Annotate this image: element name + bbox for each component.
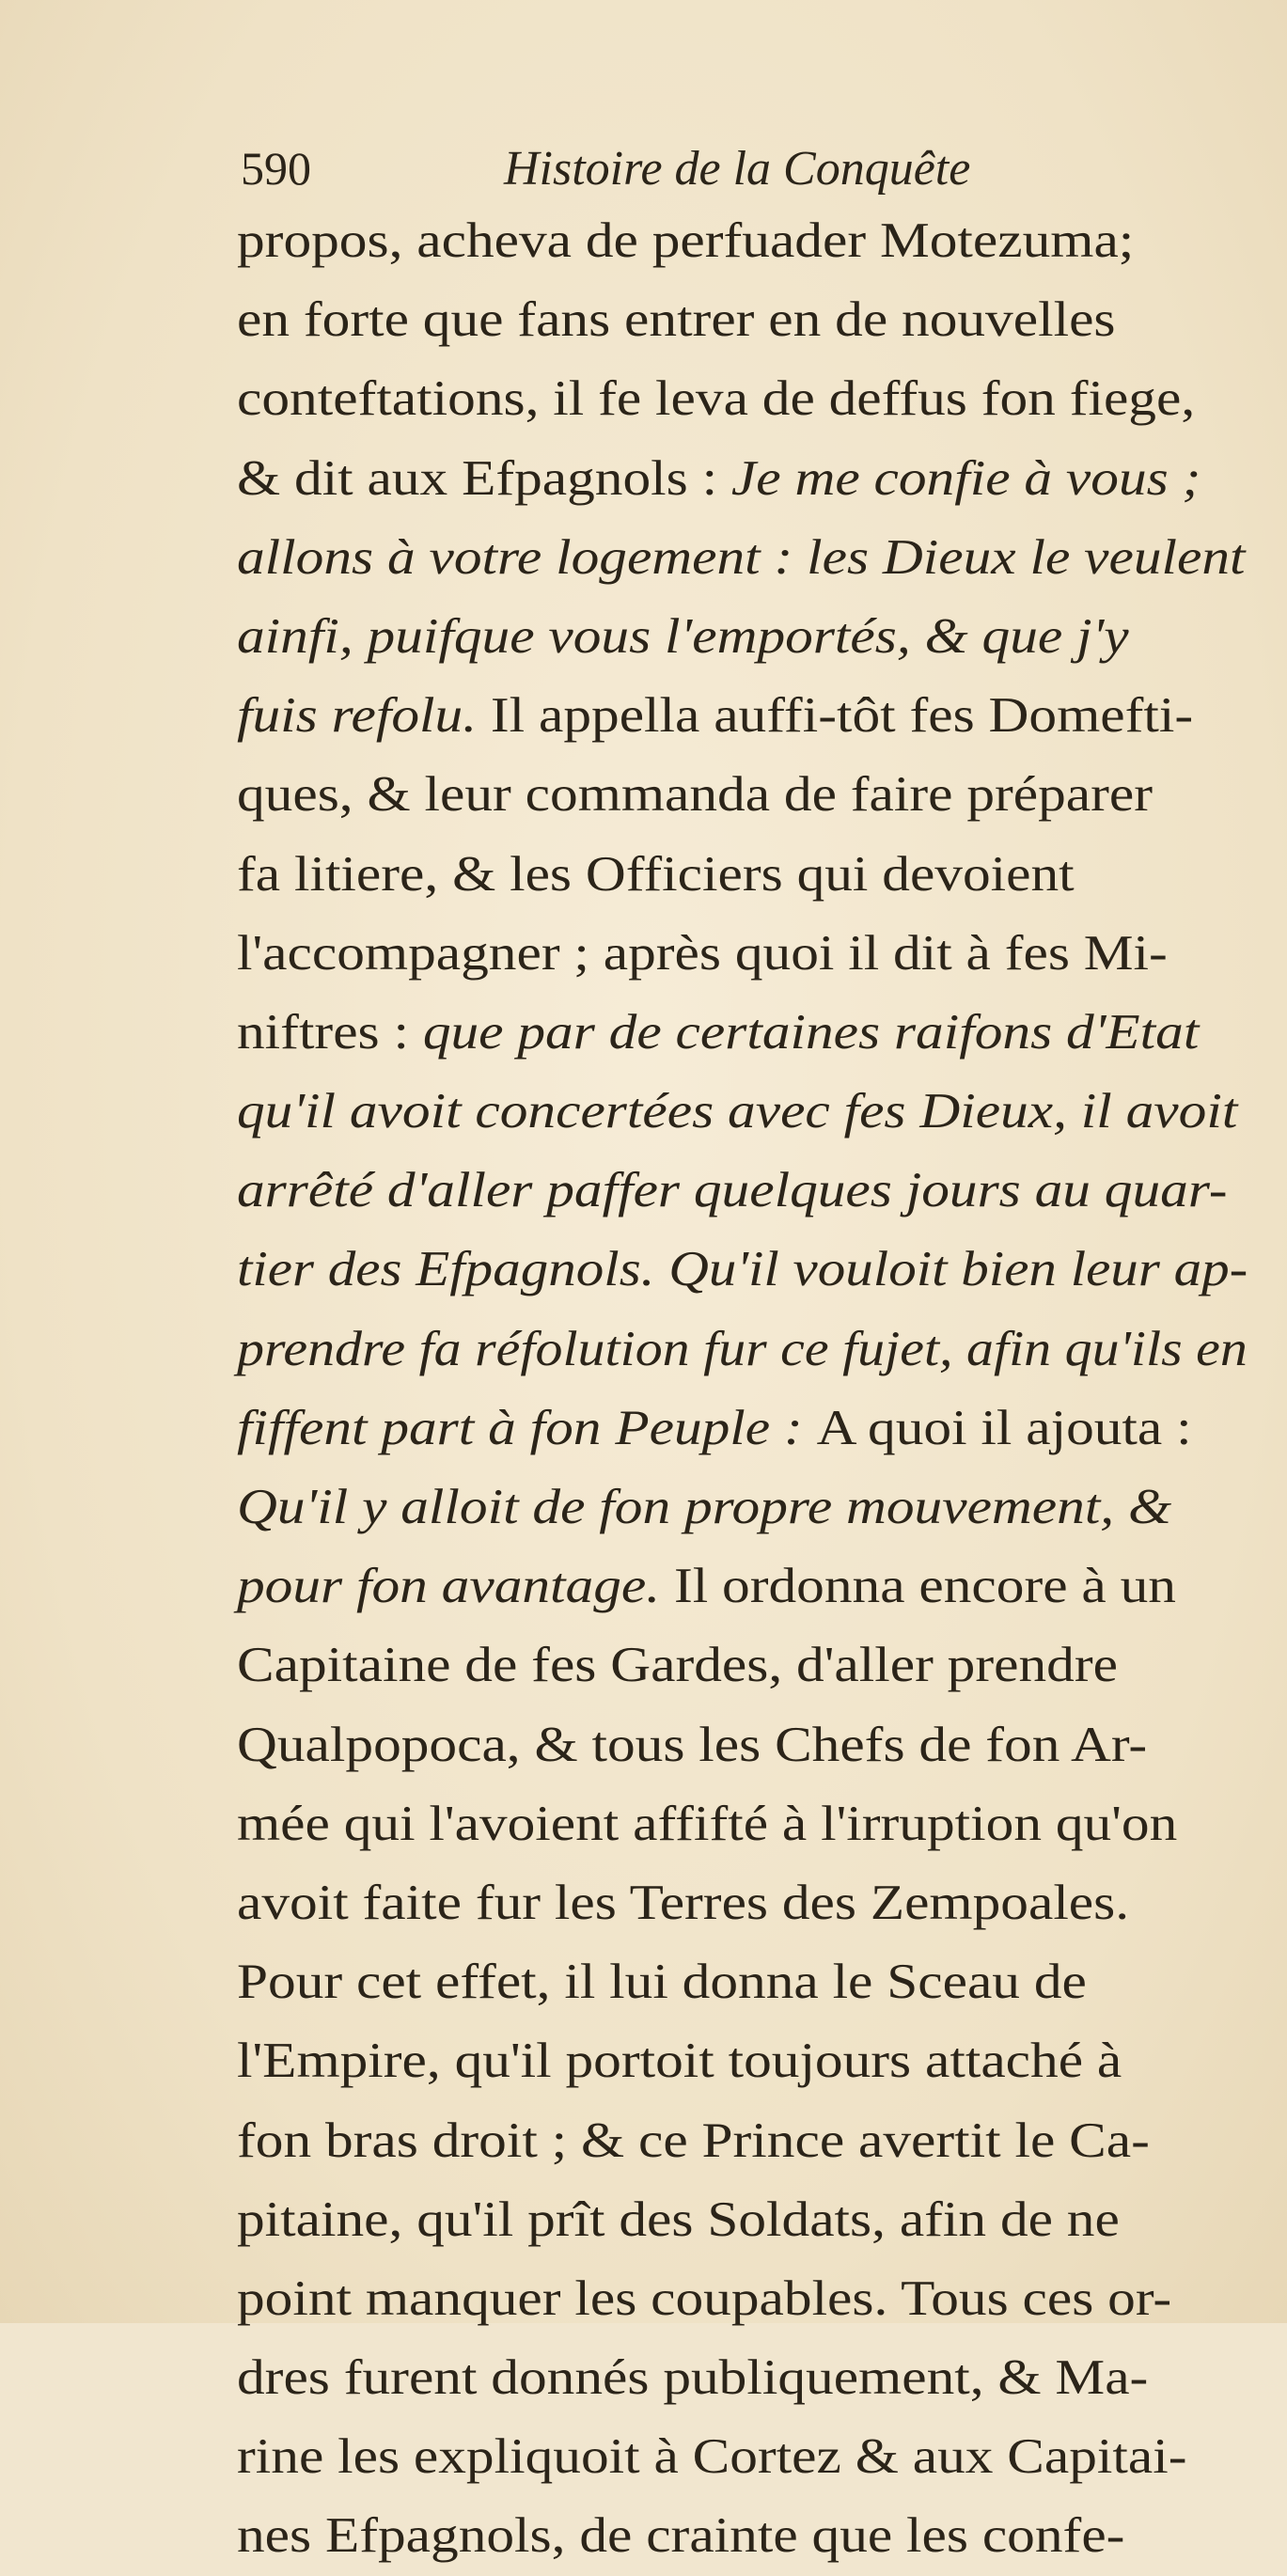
text-line [237,1547,1252,1626]
roman-segment: rine les expliquoit à Cortez & aux Capitai- [237,2429,1187,2485]
line-content [237,676,1193,755]
line-content [237,2021,1122,2100]
roman-segment: point manquer les coupables. Tous ces or- [237,2270,1172,2326]
line-content [237,2259,1171,2338]
text-line [237,1072,1252,1151]
line-content [237,1310,1248,1389]
line-content [237,993,1199,1072]
italic-segment: allons à votre logement : les Dieux le veulent [237,529,1246,585]
text-line [237,1705,1252,1784]
roman-segment: Capitaine de fes Gardes, d'aller prendre [237,1638,1118,1693]
line-content [237,2180,1120,2259]
line-content [237,1784,1177,1863]
roman-segment: A quoi il ajouta : [816,1400,1192,1455]
italic-segment: arrêté d'aller paffer quelques jours au quar- [237,1163,1228,1218]
roman-segment: fon bras droit ; & ce Prince avertit le Ca- [237,2113,1150,2168]
italic-segment: pour fon avantage. [237,1559,674,1614]
line-content [237,1468,1171,1547]
text-line [237,2021,1252,2100]
roman-segment: niftres : [237,1004,423,1060]
roman-segment: propos, acheva de perfuader Motezuma; [237,213,1135,268]
line-content [237,1389,1192,1468]
line-content [237,2496,1124,2575]
line-content [237,755,1153,834]
roman-segment: ques, & leur commanda de faire préparer [237,767,1154,823]
roman-segment: dres furent donnés publiquement, & Ma- [237,2350,1149,2406]
line-content [237,1547,1176,1626]
text-line [237,1784,1252,1863]
roman-segment: en forte que fans entrer en de nouvelles [237,292,1116,348]
roman-segment: Pour cet effet, il lui donna le Sceau de [237,1955,1087,2010]
text-line [237,2259,1252,2338]
line-content [237,280,1116,359]
text-line [237,1626,1252,1704]
roman-segment: l'accompagner ; après quoi il dit à fes Mi- [237,925,1168,981]
text-line [237,1863,1252,1942]
text-line [237,1468,1252,1547]
line-content [237,1705,1147,1784]
italic-segment: que par de certaines raifons d'Etat [422,1004,1200,1060]
text-line [237,597,1252,676]
text-line [237,835,1252,914]
line-content [237,201,1134,280]
roman-segment: fa litiere, & les Officiers qui devoient [237,846,1075,902]
roman-segment: Il appella auffi-tôt fes Domefti- [490,688,1194,744]
italic-segment: fiffent part à fon Peuple : [237,1400,817,1455]
line-content [237,914,1168,993]
roman-segment: pitaine, qu'il prît des Soldats, afin de ne [237,2191,1120,2247]
italic-segment: fuis refolu. [237,688,491,744]
body-text [237,201,1252,2576]
text-line [237,2101,1252,2180]
roman-segment: conteftations, il fe leva de deffus fon fiege, [237,371,1196,427]
page-header [241,141,1228,207]
roman-segment: avoit faite fur les Terres des Zempoales. [237,1875,1130,1930]
text-line [237,439,1252,518]
text-line [237,755,1252,834]
text-line [237,2417,1252,2496]
text-line [237,359,1252,438]
roman-segment: & dit aux Efpagnols : [237,450,731,506]
text-line [237,914,1252,993]
line-content [237,835,1075,914]
line-content [237,2101,1150,2180]
text-line [237,676,1252,755]
line-content [237,1151,1228,1230]
line-content [237,2417,1186,2496]
italic-segment: tier des Efpagnols. Qu'il vouloit bien leur ap- [237,1242,1248,1297]
text-line [237,518,1252,597]
italic-segment: ainfi, puifque vous l'emportés, & que j'y [237,608,1129,664]
roman-segment: nes Efpagnols, de crainte que les confe- [237,2508,1125,2564]
text-line [237,2338,1252,2417]
italic-segment: Qu'il y alloit de fon propre mouvement, & [237,1480,1172,1534]
line-content [237,1626,1118,1704]
line-content [237,1072,1237,1151]
running-title: Histoire de la Conquête [504,142,971,196]
text-line [237,2180,1252,2259]
italic-segment: prendre fa réfolution fur ce fujet, afin qu'ils en [237,1321,1248,1376]
roman-segment: l'Empire, qu'il portoit toujours attaché à [237,2034,1122,2089]
roman-segment: mée qui l'avoient affifté à l'irruption qu'on [237,1796,1178,1851]
roman-segment: Qualpopoca, & tous les Chefs de fon Ar- [237,1717,1148,1772]
text-line [237,201,1252,280]
line-content [237,2338,1148,2417]
text-line [237,1310,1252,1389]
italic-segment: Je me confie à vous ; [730,450,1201,506]
line-content [237,359,1195,438]
line-content [237,1863,1129,1942]
line-content [237,439,1201,518]
roman-segment: Il ordonna encore à un [673,1559,1176,1614]
line-content [237,518,1246,597]
text-line [237,280,1252,359]
text-line [237,2496,1252,2575]
line-content [237,1942,1087,2021]
line-content [237,1230,1248,1309]
italic-segment: qu'il avoit concertées avec fes Dieux, il avoit [237,1084,1238,1139]
text-line [237,1389,1252,1468]
page-number: 590 [241,142,311,195]
text-line [237,1230,1252,1309]
line-content [237,597,1129,676]
text-line [237,1942,1252,2021]
text-line [237,1151,1252,1230]
text-line [237,993,1252,1072]
